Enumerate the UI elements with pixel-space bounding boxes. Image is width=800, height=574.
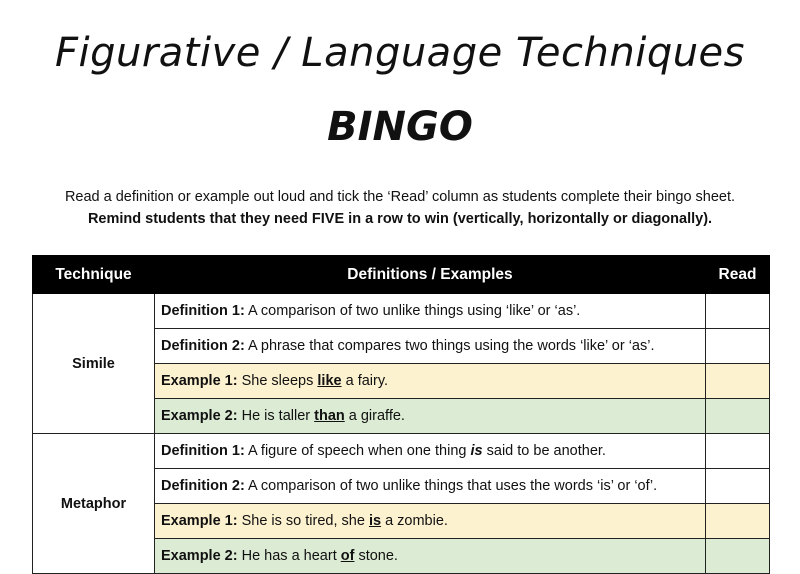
header-definitions: Definitions / Examples xyxy=(155,256,706,294)
read-checkbox-cell[interactable] xyxy=(706,329,770,364)
instruction-line-2: Remind students that they need FIVE in a row to win (vertically, horizontally or diagonally). xyxy=(87,211,713,227)
page-title: Figurative / Language Techniques xyxy=(54,30,746,76)
row-text: He is taller xyxy=(237,408,315,424)
header-technique: Technique xyxy=(33,256,155,294)
table-header-row xyxy=(33,256,770,294)
row-text: He has a heart xyxy=(237,548,341,564)
definition-cell xyxy=(155,434,706,469)
read-checkbox-cell[interactable] xyxy=(706,294,770,329)
instruction-line-1: Read a definition or example out loud and tick the ‘Read’ column as students complete their bingo sheet. xyxy=(64,189,736,205)
header-read: Read xyxy=(706,256,770,294)
example-cell xyxy=(155,399,706,434)
read-checkbox-cell[interactable] xyxy=(706,469,770,504)
definition-cell xyxy=(155,469,706,504)
row-text-end: a zombie. xyxy=(381,513,448,529)
definition-cell xyxy=(155,294,706,329)
row-text-end: a giraffe. xyxy=(344,408,405,424)
technique-cell-simile: Simile xyxy=(33,294,155,434)
read-checkbox-cell[interactable] xyxy=(706,364,770,399)
read-checkbox-cell[interactable] xyxy=(706,399,770,434)
read-checkbox-cell[interactable] xyxy=(706,434,770,469)
row-label: Example 1: xyxy=(161,513,238,529)
bingo-table xyxy=(32,255,770,574)
key-word: like xyxy=(317,373,342,389)
row-text-end: said to be another. xyxy=(482,443,606,459)
key-word: is xyxy=(368,513,382,529)
table-row xyxy=(33,434,770,469)
key-word: is xyxy=(470,443,483,459)
technique-cell-metaphor: Metaphor xyxy=(33,434,155,574)
row-text-end: stone. xyxy=(354,548,398,564)
row-text: She is so tired, she xyxy=(237,513,369,529)
instructions xyxy=(0,186,800,230)
example-cell xyxy=(155,539,706,574)
row-text: A comparison of two unlike things that uses the words ‘is’ or ‘of’. xyxy=(244,478,658,494)
row-label: Example 1: xyxy=(161,373,238,389)
read-checkbox-cell[interactable] xyxy=(706,539,770,574)
row-label: Example 2: xyxy=(161,548,238,564)
key-word: than xyxy=(314,408,345,424)
row-text: A comparison of two unlike things using ‘like’ or ‘as’. xyxy=(244,303,581,319)
row-label: Definition 2: xyxy=(161,338,245,354)
row-text: A phrase that compares two things using the words ‘like’ or ‘as’. xyxy=(244,338,655,354)
page-subtitle: BINGO xyxy=(327,104,473,150)
row-label: Definition 1: xyxy=(161,443,245,459)
row-text-end: a fairy. xyxy=(341,373,389,389)
row-text: A figure of speech when one thing xyxy=(244,443,471,459)
example-cell xyxy=(155,504,706,539)
row-label: Definition 2: xyxy=(161,478,245,494)
table-row xyxy=(33,294,770,329)
read-checkbox-cell[interactable] xyxy=(706,504,770,539)
row-text: She sleeps xyxy=(237,373,318,389)
definition-cell xyxy=(155,329,706,364)
key-word: of xyxy=(340,548,355,564)
row-label: Definition 1: xyxy=(161,303,245,319)
row-label: Example 2: xyxy=(161,408,238,424)
example-cell xyxy=(155,364,706,399)
